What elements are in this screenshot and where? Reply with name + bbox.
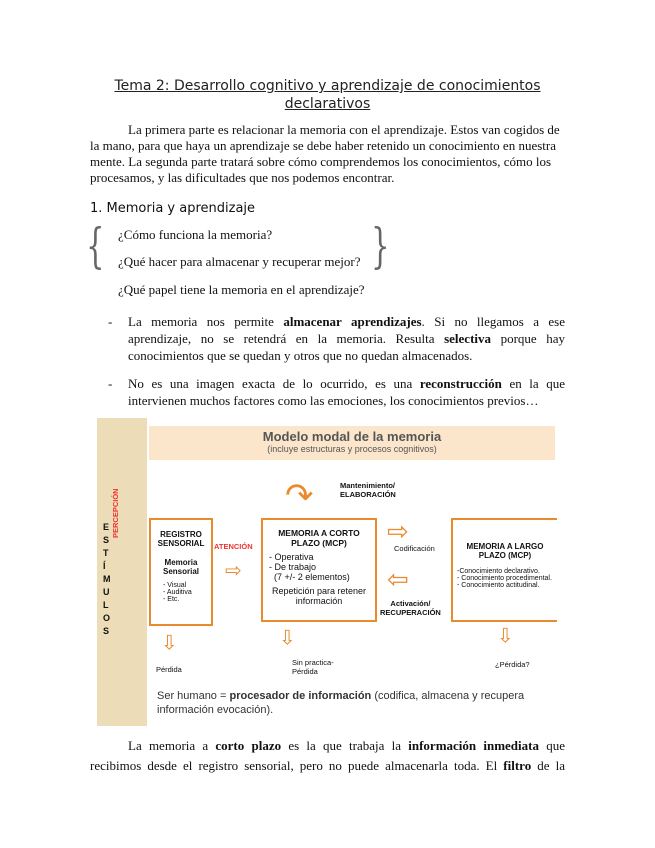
bullet-dash: - <box>108 314 113 329</box>
loss-label: Sin practica- Pérdida <box>292 658 334 676</box>
box-items: -Conocimiento declarativo. - Conocimiento procedimental. - Conocimiento actitudinal. <box>457 568 552 589</box>
diagram-title: Modelo modal de la memoria <box>262 429 442 444</box>
loss-label: ¿Pérdida? <box>495 660 530 669</box>
arrow-down-icon: ⇨ <box>275 629 298 646</box>
box-title: MEMORIA A LARGO PLAZO (MCP) <box>466 542 544 560</box>
closing-line: recibimos desde el registro sensorial, pero no puede almacenarla toda. El filtro de la <box>90 758 565 773</box>
intro-line: La primera parte es relacionar la memoria con el aprendizaje. Estos van cogidos de <box>128 122 560 137</box>
question: ¿Cómo funciona la memoria? <box>118 227 273 242</box>
box-title: MEMORIA A CORTO PLAZO (MCP) <box>278 528 360 548</box>
coding-label: Codificación <box>394 544 435 553</box>
title-line-1: Tema 2: Desarrollo cognitivo y aprendizaje de conocimientos <box>114 78 541 94</box>
short-term-memory-box <box>261 518 377 622</box>
arrow-right-icon: ⇨ <box>387 516 409 546</box>
left-brace: { <box>86 218 105 274</box>
diagram-footer: Ser humano = procesador de información (codifica, almacena y recupera información evocación). <box>157 690 525 716</box>
diagram-subtitle: (incluye estructuras y procesos cognitivos) <box>267 444 437 454</box>
arrow-down-icon: ⇨ <box>493 627 516 644</box>
long-term-memory-box <box>451 518 557 622</box>
title-line-2: declarativos <box>284 96 371 112</box>
arrow-left-icon: ⇦ <box>387 564 409 594</box>
right-brace: } <box>371 218 390 274</box>
bullet-1-line: conocimientos que se quedan y otros que no quedan almacenados. <box>128 348 473 363</box>
intro-line: procesamos, y las dificultades que nos podemos encontrar. <box>90 170 395 185</box>
memory-model-diagram <box>97 418 557 726</box>
bullet-1-line: La memoria nos permite almacenar aprendizajes. Si no llegamos a ese <box>128 314 566 329</box>
attention-label: ATENCIÓN <box>214 542 253 551</box>
arrow-right-icon: ⇨ <box>225 560 242 582</box>
intro-line: mente. La segunda parte tratará sobre cómo comprendemos los conocimientos, cómo los <box>90 154 551 169</box>
bullet-2-line: No es una imagen exacta de lo ocurrido, es una reconstrucción en la que <box>128 376 566 391</box>
question: ¿Qué papel tiene la memoria en el aprendizaje? <box>118 282 365 297</box>
question: ¿Qué hacer para almacenar y recuperar mejor? <box>118 254 361 269</box>
box-subtitle: Memoria Sensorial <box>162 558 199 576</box>
perception-label: PERCEPCIÓN <box>111 488 120 538</box>
bullet-1-line: aprendizaje, no se retendrá en la memoria. Resulta selectiva porque hay <box>128 331 565 346</box>
box-items: - Visual - Auditiva - Etc. <box>163 582 192 603</box>
arrow-down-icon: ⇨ <box>157 634 180 651</box>
box-title: REGISTRO SENSORIAL <box>157 530 205 548</box>
bullet-2-line: intervienen muchos factores como las emociones, los conocimientos previos… <box>128 393 539 408</box>
diagram-header <box>149 426 555 460</box>
retrieval-label: Activación/ RECUPERACIÓN <box>380 599 441 617</box>
sensory-register-box <box>149 518 213 626</box>
bullet-dash: - <box>108 376 113 391</box>
loop-arrow-icon: ↷ <box>285 477 314 515</box>
box-items: - Operativa - De trabajo (7 +/- 2 elementos) <box>269 552 350 582</box>
intro-line: la mano, para que haya un aprendizaje se debe haber retenido un conocimiento en nuestra <box>90 138 556 153</box>
closing-line: La memoria a corto plazo es la que trabaja la información inmediata que <box>128 738 565 753</box>
stimuli-label: E S T Í M U L O S <box>103 522 111 636</box>
box-note: Repetición para retener información <box>271 586 367 606</box>
section-heading: 1. Memoria y aprendizaje <box>90 201 256 216</box>
maintenance-label: Mantenimiento/ ELABORACIÓN <box>340 481 396 499</box>
loss-label: Pérdida <box>156 665 182 674</box>
